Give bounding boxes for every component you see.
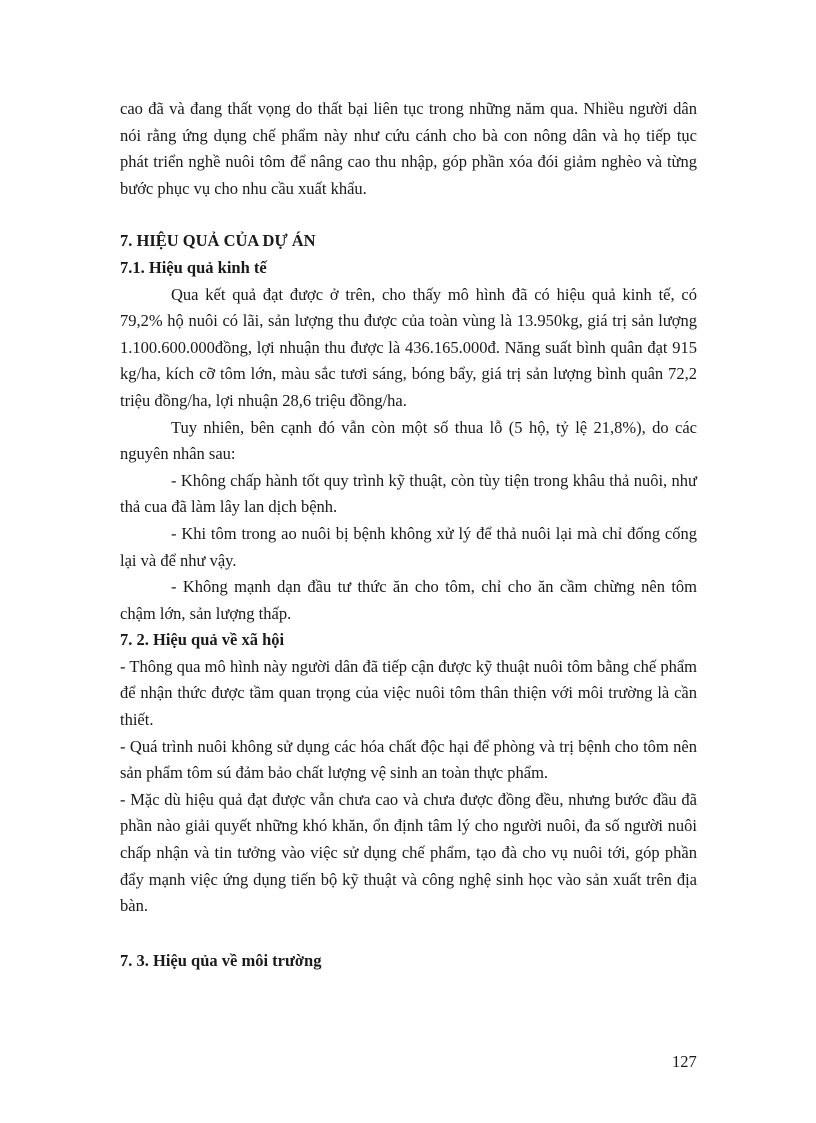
document-page [120, 96, 697, 974]
list-item: - Quá trình nuôi không sử dụng các hóa chất độc hại để phòng và trị bệnh cho tôm nên sản phẩm tôm sú đảm bảo chất lượng vệ sinh an toàn thực phẩm. [120, 736, 697, 783]
list-item: - Không chấp hành tốt quy trình kỹ thuật, còn tùy tiện trong khâu thả nuôi, như thả cua đã làm lây lan dịch bệnh. [120, 470, 697, 517]
page-number: 127 [672, 1052, 697, 1071]
list-item: - Không mạnh dạn đầu tư thức ăn cho tôm, chỉ cho ăn cầm chừng nên tôm chậm lớn, sản lượng thấp. [120, 577, 697, 623]
economic-results-paragraph: Qua kết quả đạt được ở trên, cho thấy mô hình đã có hiệu quả kinh tế, có 79,2% hộ nuôi có lãi, sản lượng thu được của toàn vùng là 13.950kg, giá trị sản lượng 1.100.600.000đồng, lợi nhuận thu được là 436.165.000đ. Năng suất bình quân đạt 915 kg/ha, kích cỡ tôm lớn, màu sắc tươi sáng, bóng bẩy, giá trị sản lượng bình quân 72,2 triệu đồng/ha, lợi nhuận 28,6 triệu đồng/ha. [120, 284, 697, 410]
list-item: - Khi tôm trong ao nuôi bị bệnh không xử lý để thả nuôi lại mà chỉ đống cống lại và để như vậy. [120, 523, 697, 570]
section-7-3-heading: 7. 3. Hiệu qủa về môi trường [120, 950, 322, 970]
list-item: - Thông qua mô hình này người dân đã tiếp cận được kỹ thuật nuôi tôm bằng chế phẩm để nhận thức được tầm quan trọng của việc nuôi tôm thân thiện với môi trường là cần thiết. [120, 656, 697, 730]
list-item: - Mặc dù hiệu quả đạt được vẫn chưa cao và chưa được đồng đều, nhưng bước đầu đã phần nào giải quyết những khó khăn, ổn định tâm lý cho người nuôi, đa số người nuôi chấp nhận và tin tưởng vào việc sử dụng chế phẩm, tạo đà cho vụ nuôi tới, góp phần đẩy mạnh việc ứng dụng tiến bộ kỹ thuật và công nghệ sinh học vào sản xuất trên địa bàn. [120, 789, 697, 916]
section-7-heading: 7. HIỆU QUẢ CỦA DỰ ÁN [120, 231, 316, 251]
intro-paragraph: cao đã và đang thất vọng do thất bại liên tục trong những năm qua. Nhiều người dân nói rằng ứng dụng chế phẩm này như cứu cánh cho bà con nông dân và họ tiếp tục phát triển nghề nuôi tôm để nâng cao thu nhập, góp phần xóa đói giảm nghèo và từng bước phục vụ cho nhu cầu xuất khẩu. [120, 99, 697, 198]
section-7-2-heading: 7. 2. Hiệu quả về xã hội [120, 630, 285, 650]
section-7-1-heading: 7.1. Hiệu quả kinh tế [120, 257, 267, 277]
loss-causes-paragraph: Tuy nhiên, bên cạnh đó vẫn còn một số thua lỗ (5 hộ, tỷ lệ 21,8%), do các nguyên nhân sau: [120, 417, 697, 464]
